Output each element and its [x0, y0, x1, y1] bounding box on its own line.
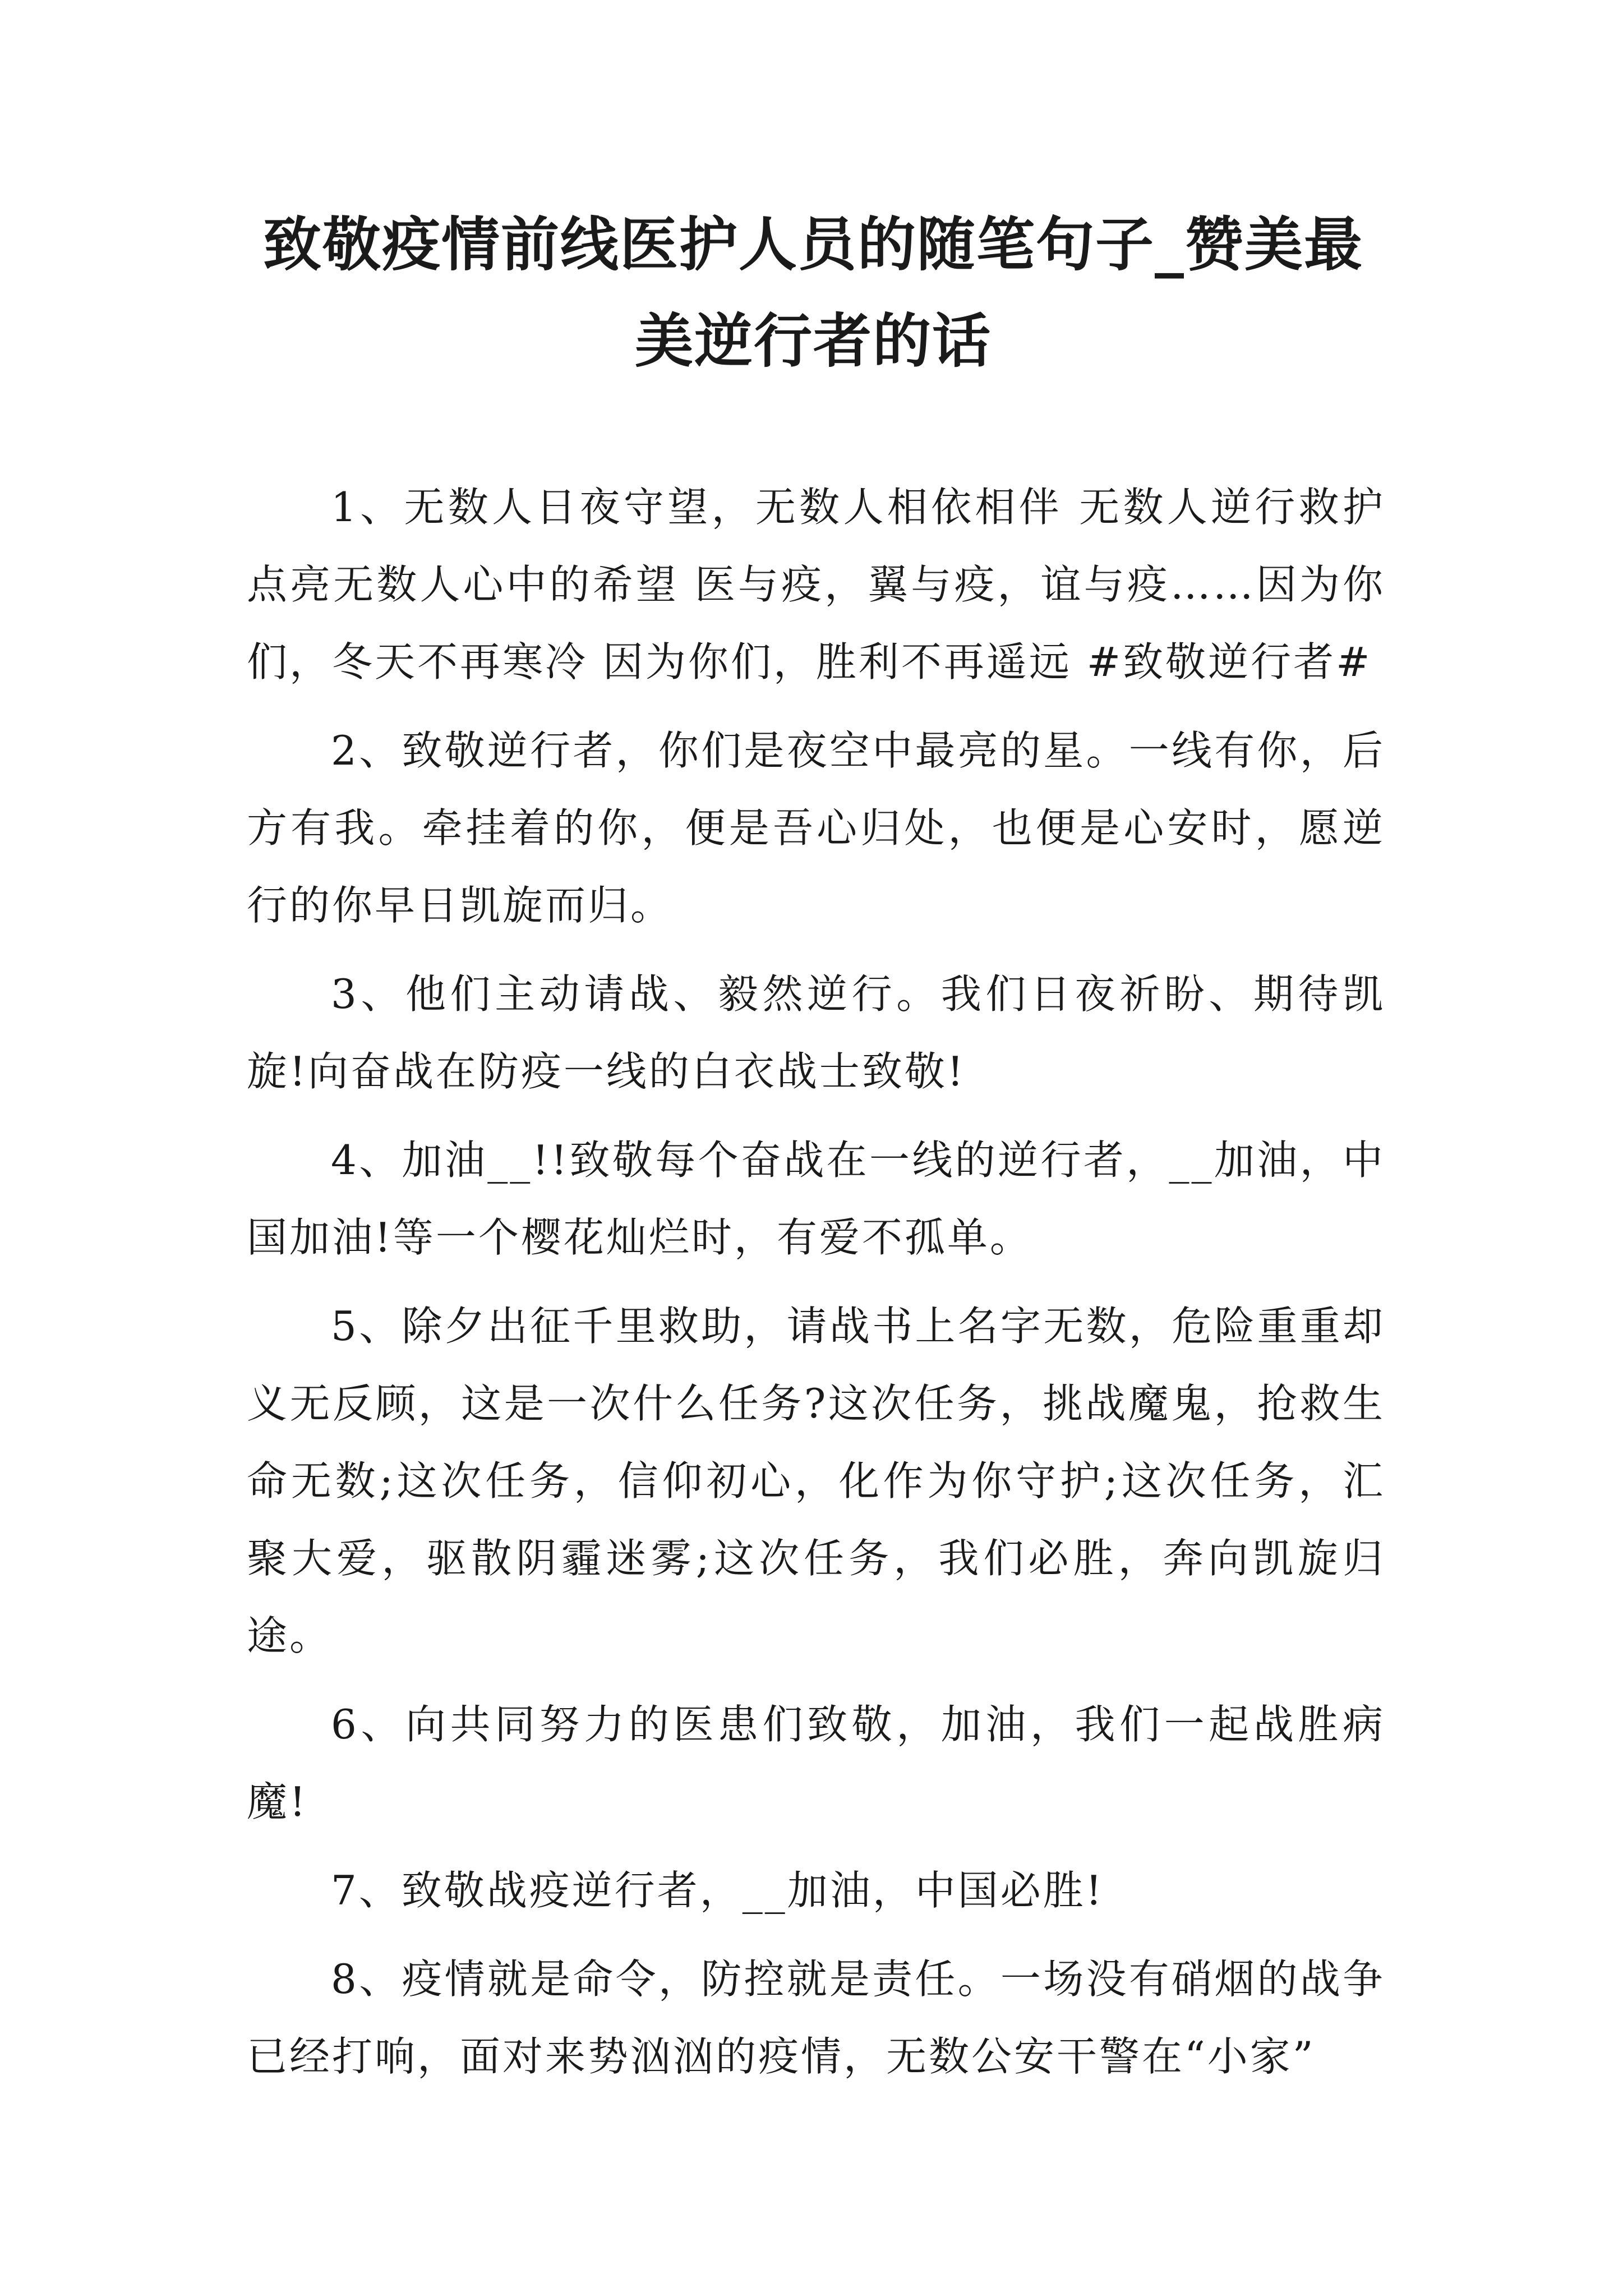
paragraph-7: 7、致敬战疫逆行者，__加油，中国必胜! — [331, 1867, 1104, 1914]
paragraph-2: 2、致敬逆行者，你们是夜空中最亮的星。一线有你，后方有我。牵挂着的你，便是吾心归处，也便是心安时，愿逆行的你早日凯旋而归。 — [247, 727, 1385, 929]
document-body — [247, 468, 1385, 2106]
paragraph-5: 5、除夕出征千里救助，请战书上名字无数，危险重重却义无反顾，这是一次什么任务?这次任务，挑战魔鬼，抢救生命无数;这次任务，信仰初心，化作为你守护;这次任务，汇聚大爱，驱散阴霾迷雾;这次任务，我们必胜，奔向凯旋归途。 — [247, 1303, 1385, 1659]
document-title: 致敬疫情前线医护人员的随笔句子_赞美最美逆行者的话 — [262, 210, 1363, 375]
paragraph-4: 4、加油__!!致敬每个奋战在一线的逆行者，__加油，中国加油!等一个樱花灿烂时，有爱不孤单。 — [247, 1137, 1385, 1261]
paragraph-3: 3、他们主动请战、毅然逆行。我们日夜祈盼、期待凯旋!向奋战在防疫一线的白衣战士致敬! — [247, 970, 1385, 1095]
paragraph-6: 6、向共同努力的医患们致敬，加油，我们一起战胜病魔! — [247, 1701, 1385, 1825]
paragraph-1: 1、无数人日夜守望，无数人相依相伴 无数人逆行救护 点亮无数人心中的希望 医与疫，翼与疫，谊与疫……因为你们，冬天不再寒冷 因为你们，胜利不再遥远 #致敬逆行者# — [247, 484, 1385, 685]
paragraph-8: 8、疫情就是命令，防控就是责任。一场没有硝烟的战争已经打响，面对来势汹汹的疫情，无数公安干警在“小家” — [247, 1955, 1385, 2080]
